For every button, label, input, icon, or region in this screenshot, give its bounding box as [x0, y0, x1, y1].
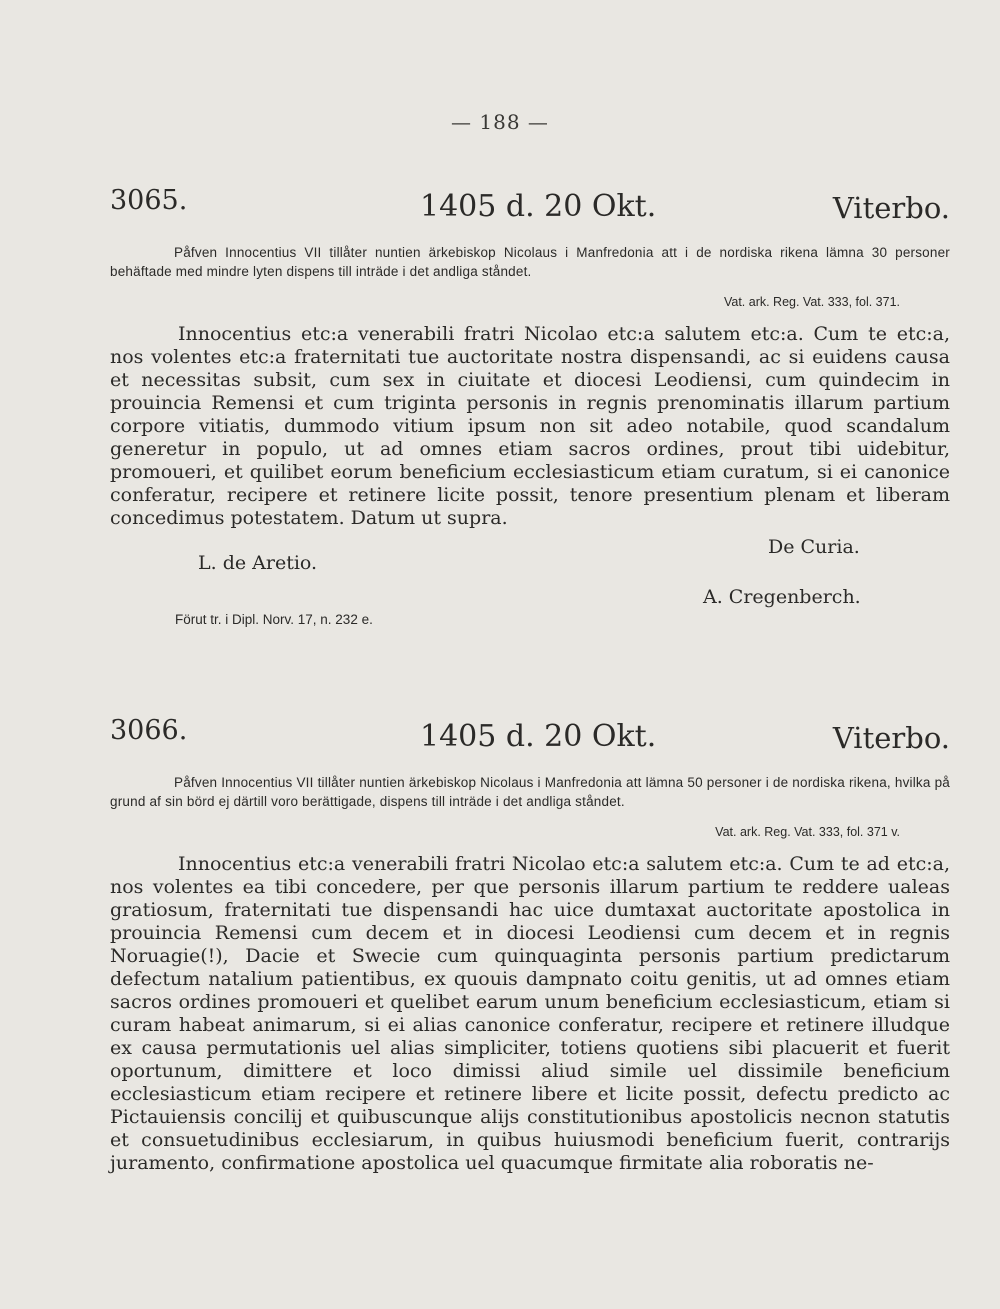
- page-number: — 188 —: [451, 110, 549, 134]
- entry-date: 1405 d. 20 Okt.: [420, 189, 657, 224]
- entry-summary: Påfven Innocentius VII tillåter nuntien ärkebiskop Nicolaus i Manfredonia att lämna 50 personer i de nordiska rikena, hvilka på grund af sin börd ej därtill voro berättigade, dispens till inträde i det andliga ståndet.: [110, 775, 950, 809]
- entry-3065: [110, 185, 950, 635]
- archive-reference: Vat. ark. Reg. Vat. 333, fol. 371 v.: [715, 825, 900, 839]
- signature-left: L. de Aretio.: [198, 552, 318, 574]
- entry-header: [110, 715, 950, 765]
- print-note: Förut tr. i Dipl. Norv. 17, n. 232 e.: [175, 612, 373, 627]
- signature-right-2: A. Cregenberch.: [703, 586, 861, 608]
- latin-text: Innocentius etc:a venerabili fratri Nicolao etc:a salutem etc:a. Cum te ad etc:a, nos volentes ea tibi concedere, per que personis illarum partium te reddere ualeas gratiosum, fraternitati tue dispensandi hac uice dumtaxat auctoritate apostolica in prouincia Remensi cum decem et in diocesi Leodiensi cum decem et in regnis Noruagie(!), Dacie et Swecie cum quinquaginta personis partium predictarum defectum natalium patientibus, ex quouis dampnato coitu genitis, ut ad omnes etiam sacros ordines promoueri et quelibet earum unum beneficium ecclesiasticum, etiam si curam habeat animarum, si ei alias canonice conferatur, recipere et retinere illudque ex causa permutationis uel alias simpliciter, totiens quotiens sibi placuerit et fuerit oportunum, dimittere et loco dimissi aliud simile uel dissimile beneficium ecclesiasticum etiam recipere et retinere libere et licite possit, defectu predicto ac Pictauiensis concilij et quibuscunque alijs constitutionibus apostolicis necnon statutis et consuetudinibus ecclesiarum, in quibus huiusmodi beneficium fuerit, contrarijs juramento, confirmatione apostolica uel quacumque firmitate alia roboratis ne-: [110, 853, 950, 1174]
- entry-number: 3065.: [110, 185, 188, 216]
- latin-text: Innocentius etc:a venerabili fratri Nicolao etc:a salutem etc:a. Cum te etc:a, nos volentes etc:a fraternitati tue auctoritate nostra dispensandi, ac si euidens causa et necessitas subsit, cum sex in ciuitate et diocesi Leodiensi, cum quindecim in prouincia Remensi et cum triginta personis in regnis prenominatis illarum partium corpore vitiatis, dummodo vitium ipsum non sit adeo notabile, quod scandalum generetur in populo, ut ad omnes etiam sacros ordines, prout tibi uidebitur, promoueri, et quilibet eorum beneficium ecclesiasticum etiam curatum, si ei canonice conferatur, recipere et retinere licite possit, tenore presentium plenam et liberam concedimus potestatem. Datum ut supra.: [110, 323, 950, 529]
- entry-3066: [110, 715, 950, 1175]
- entry-date: 1405 d. 20 Okt.: [420, 719, 657, 754]
- entry-number: 3066.: [110, 715, 188, 746]
- signature-right-1: De Curia.: [768, 536, 860, 558]
- entry-summary: Påfven Innocentius VII tillåter nuntien ärkebiskop Nicolaus i Manfredonia att i de nordiska rikena lämna 30 personer behäftade med mindre lyten dispens till inträde i det andliga ståndet.: [110, 245, 950, 279]
- entry-header: [110, 185, 950, 235]
- signatures: [110, 530, 950, 635]
- archive-reference: Vat. ark. Reg. Vat. 333, fol. 371.: [723, 295, 900, 309]
- entry-place: Viterbo.: [832, 721, 950, 755]
- entry-place: Viterbo.: [832, 191, 950, 225]
